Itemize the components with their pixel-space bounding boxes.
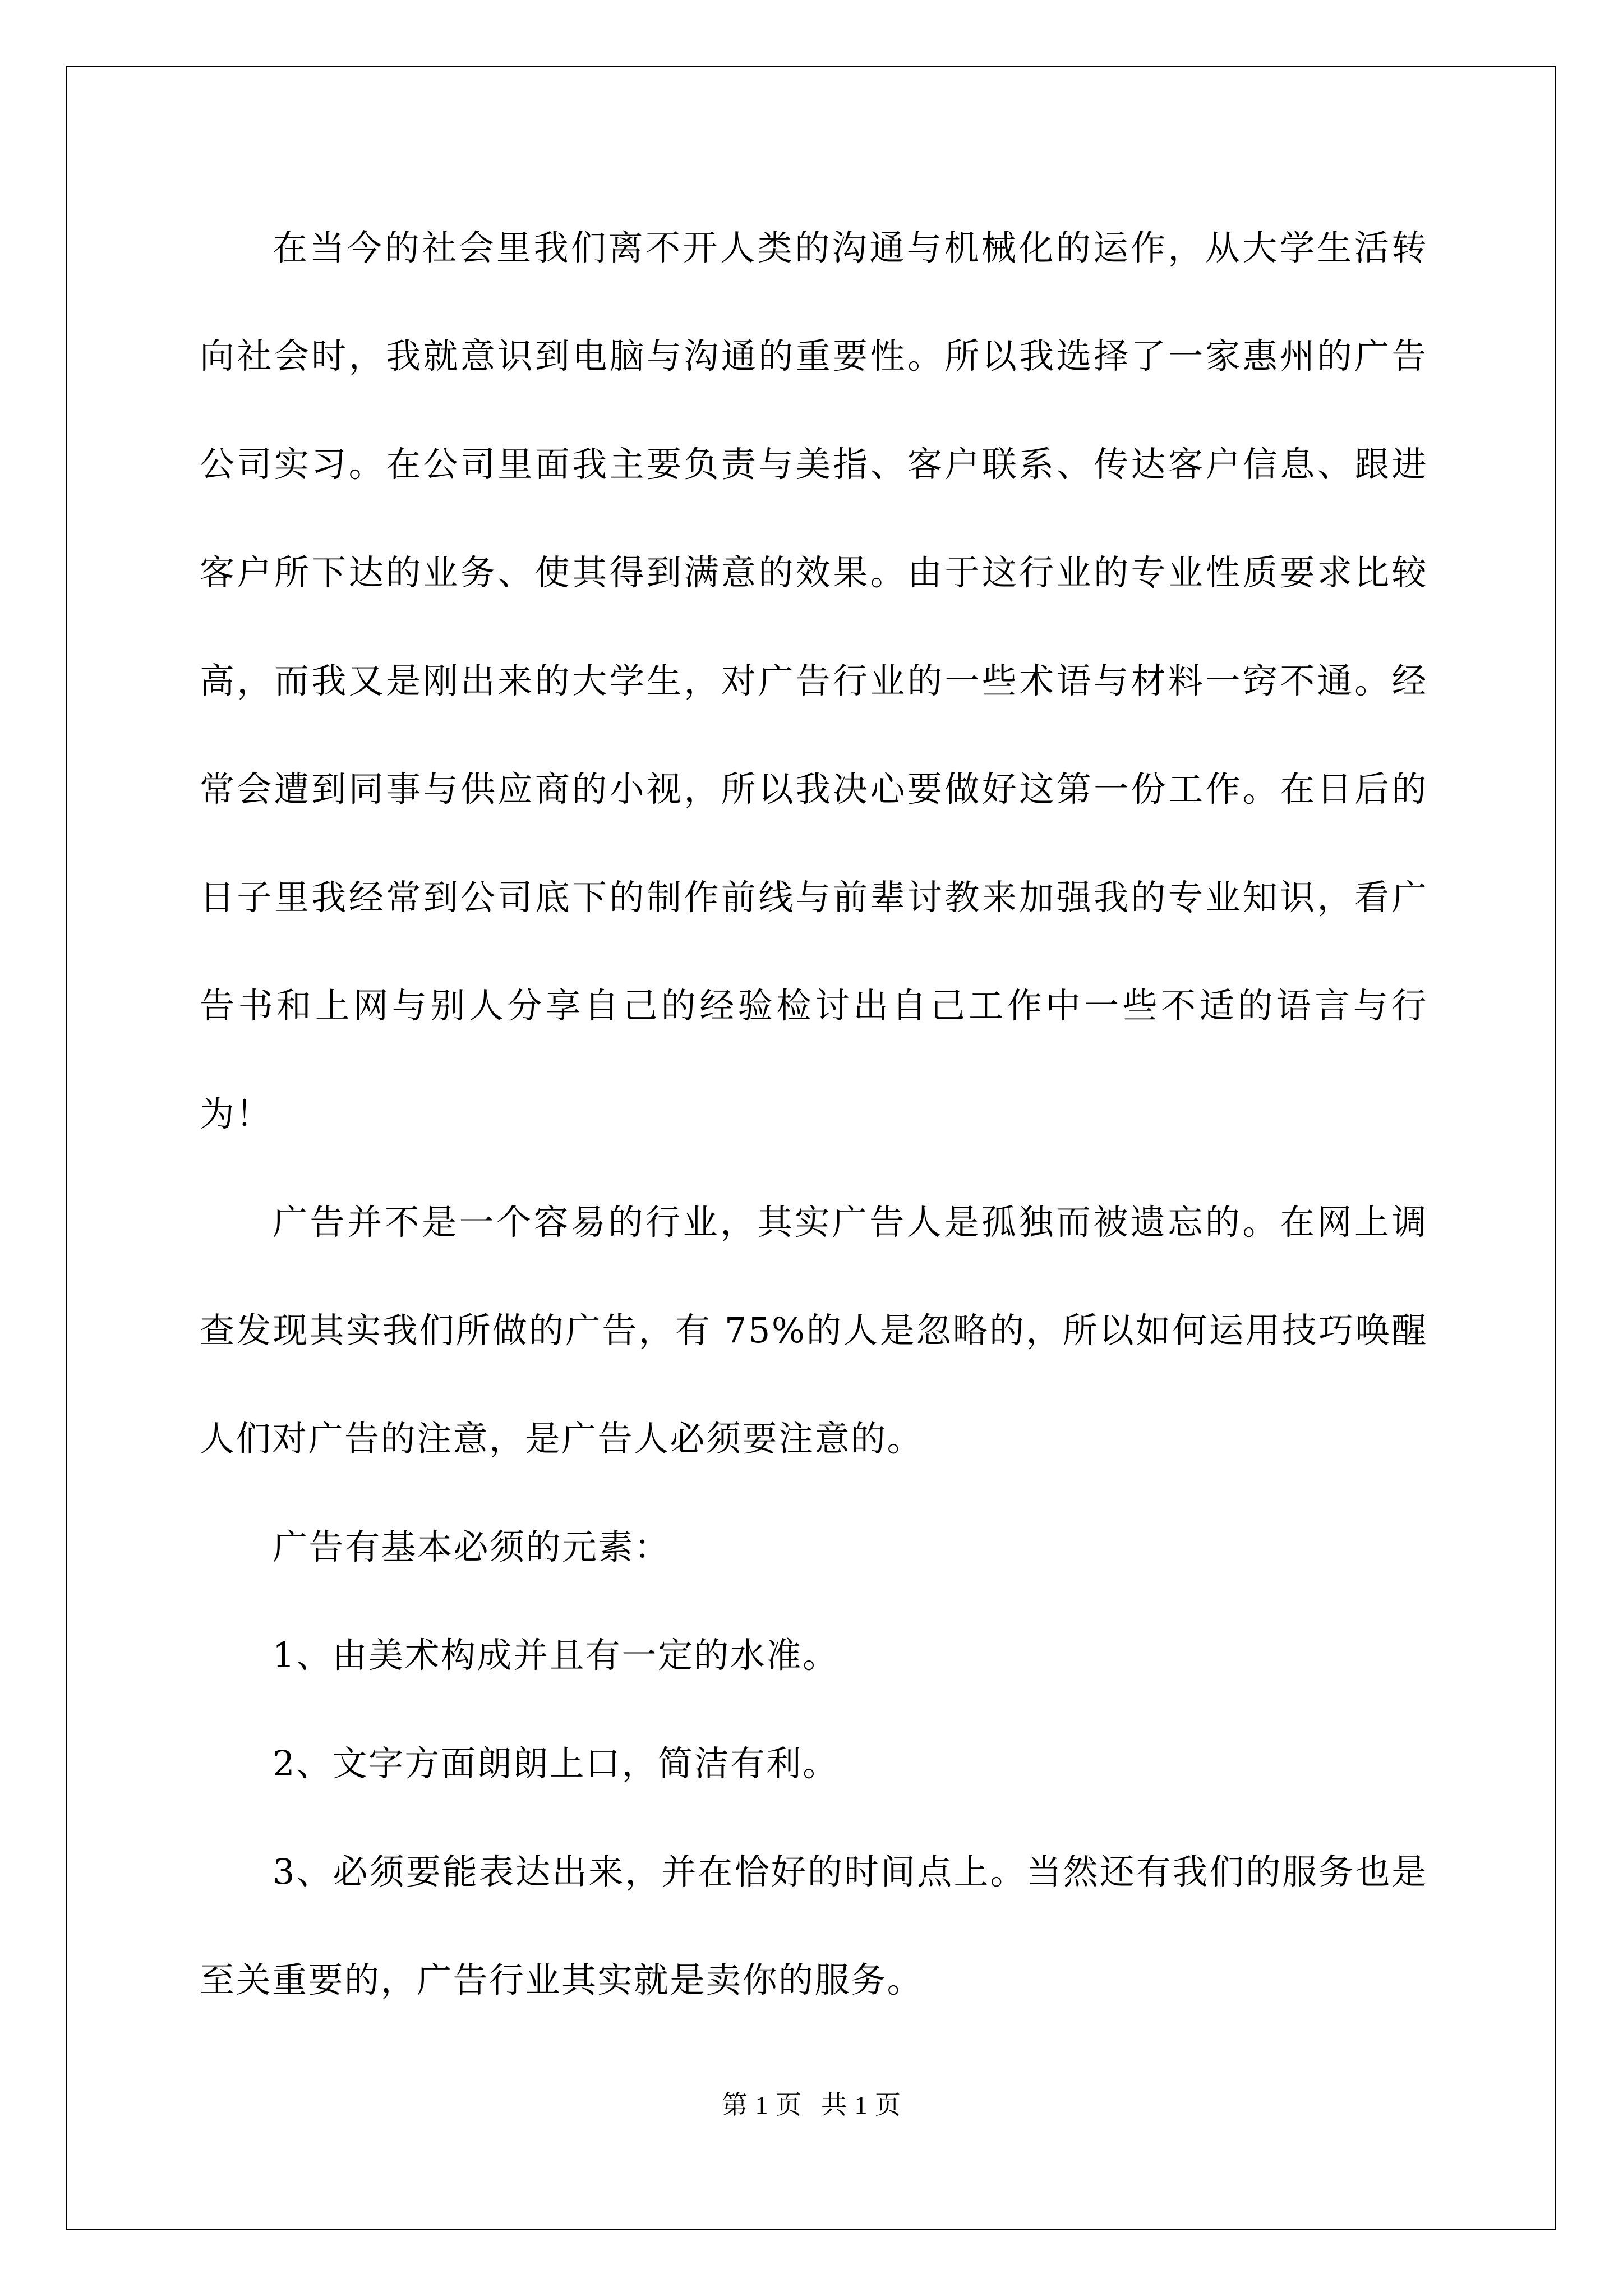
- paragraph-intro: 在当今的社会里我们离不开人类的沟通与机械化的运作，从大学生活转向社会时，我就意识到电脑与沟通的重要性。所以我选择了一家惠州的广告公司实习。在公司里面我主要负责与美指、客户联系、传达客户信息、跟进客户所下达的业务、使其得到满意的效果。由于这行业的专业性质要求比较高，而我又是刚出来的大学生，对广告行业的一些术语与材料一窍不通。经常会遭到同事与供应商的小视，所以我决心要做好这第一份工作。在日后的日子里我经常到公司底下的制作前线与前辈讨教来加强我的专业知识，看广告书和上网与别人分享自己的经验检讨出自己工作中一些不适的语言与行为！: [200, 227, 1428, 1134]
- list-item-2: 2、文字方面朗朗上口，简洁有利。: [273, 1743, 839, 1784]
- list-item-3: 3、必须要能表达出来，并在恰好的时间点上。当然还有我们的服务也是至关重要的，广告行业其实就是卖你的服务。: [200, 1851, 1428, 2000]
- page-footer: [0, 2085, 1623, 2122]
- paragraph-advertising-industry: 广告并不是一个容易的行业，其实广告人是孤独而被遗忘的。在网上调查发现其实我们所做的广告，有 75%的人是忽略的，所以如何运用技巧唤醒人们对广告的注意，是广告人必须要注意的。: [200, 1202, 1428, 1459]
- page-number-total: 共 1 页: [821, 2091, 901, 2119]
- document-body: [200, 194, 1428, 2034]
- paragraph-elements-heading: 广告有基本必须的元素：: [273, 1526, 671, 1567]
- page-number-current: 第 1 页: [722, 2091, 802, 2119]
- list-item-1: 1、由美术构成并且有一定的水准。: [273, 1635, 839, 1676]
